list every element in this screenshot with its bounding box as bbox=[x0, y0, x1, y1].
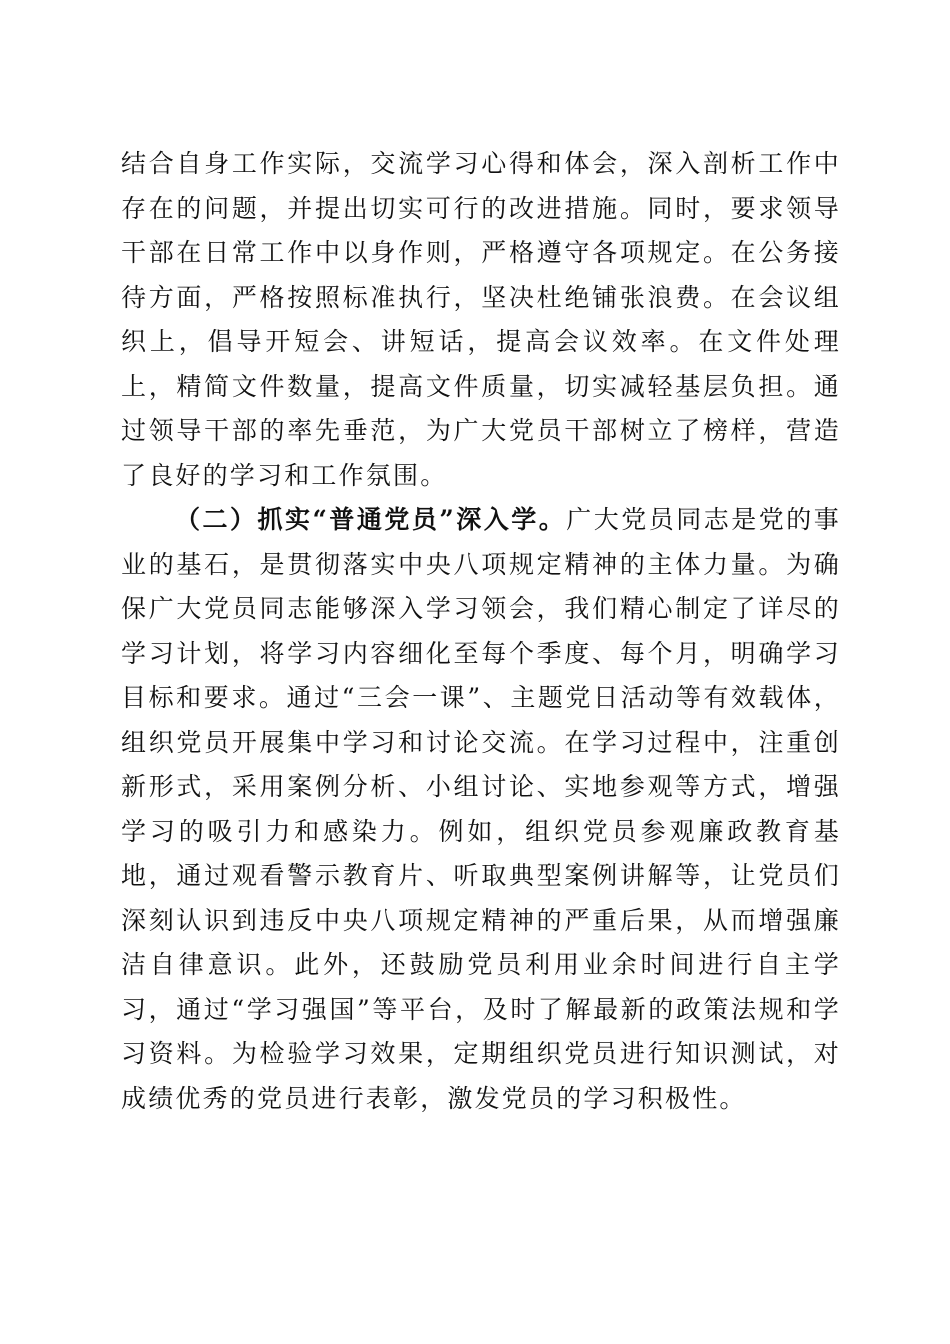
section-body: 广大党员同志是党的事业的基石，是贯彻落实中央八项规定精神的主体力量。为确保广大党员同志能够深入学习领会，我们精心制定了详尽的学习计划，将学习内容细化至每个季度、每个月，明确学习目标和要求。通过“三会一课”、主题党日活动等有效载体，组织党员开展集中学习和讨论交流。在学习过程中，注重创新形式，采用案例分析、小组讨论、实地参观等方式，增强学习的吸引力和感染力。例如，组织党员参观廉政教育基地，通过观看警示教育片、听取典型案例讲解等，让党员们深刻认识到违反中央八项规定精神的严重后果，从而增强廉洁自律意识。此外，还鼓励党员利用业余时间进行自主学习，通过“学习强国”等平台，及时了解最新的政策法规和学习资料。为检验学习效果，定期组织党员进行知识测试，对成绩优秀的党员进行表彰，激发党员的学习积极性。 bbox=[121, 505, 841, 1113]
document-body bbox=[121, 142, 841, 1121]
section-heading: （二）抓实“普通党员”深入学。 bbox=[175, 505, 567, 534]
paragraph-section-2 bbox=[121, 498, 841, 1121]
paragraph-continuation: 结合自身工作实际，交流学习心得和体会，深入剖析工作中存在的问题，并提出切实可行的改进措施。同时，要求领导干部在日常工作中以身作则，严格遵守各项规定。在公务接待方面，严格按照标准执行，坚决杜绝铺张浪费。在会议组织上，倡导开短会、讲短话，提高会议效率。在文件处理上，精简文件数量，提高文件质量，切实减轻基层负担。通过领导干部的率先垂范，为广大党员干部树立了榜样，营造了良好的学习和工作氛围。 bbox=[121, 149, 841, 490]
